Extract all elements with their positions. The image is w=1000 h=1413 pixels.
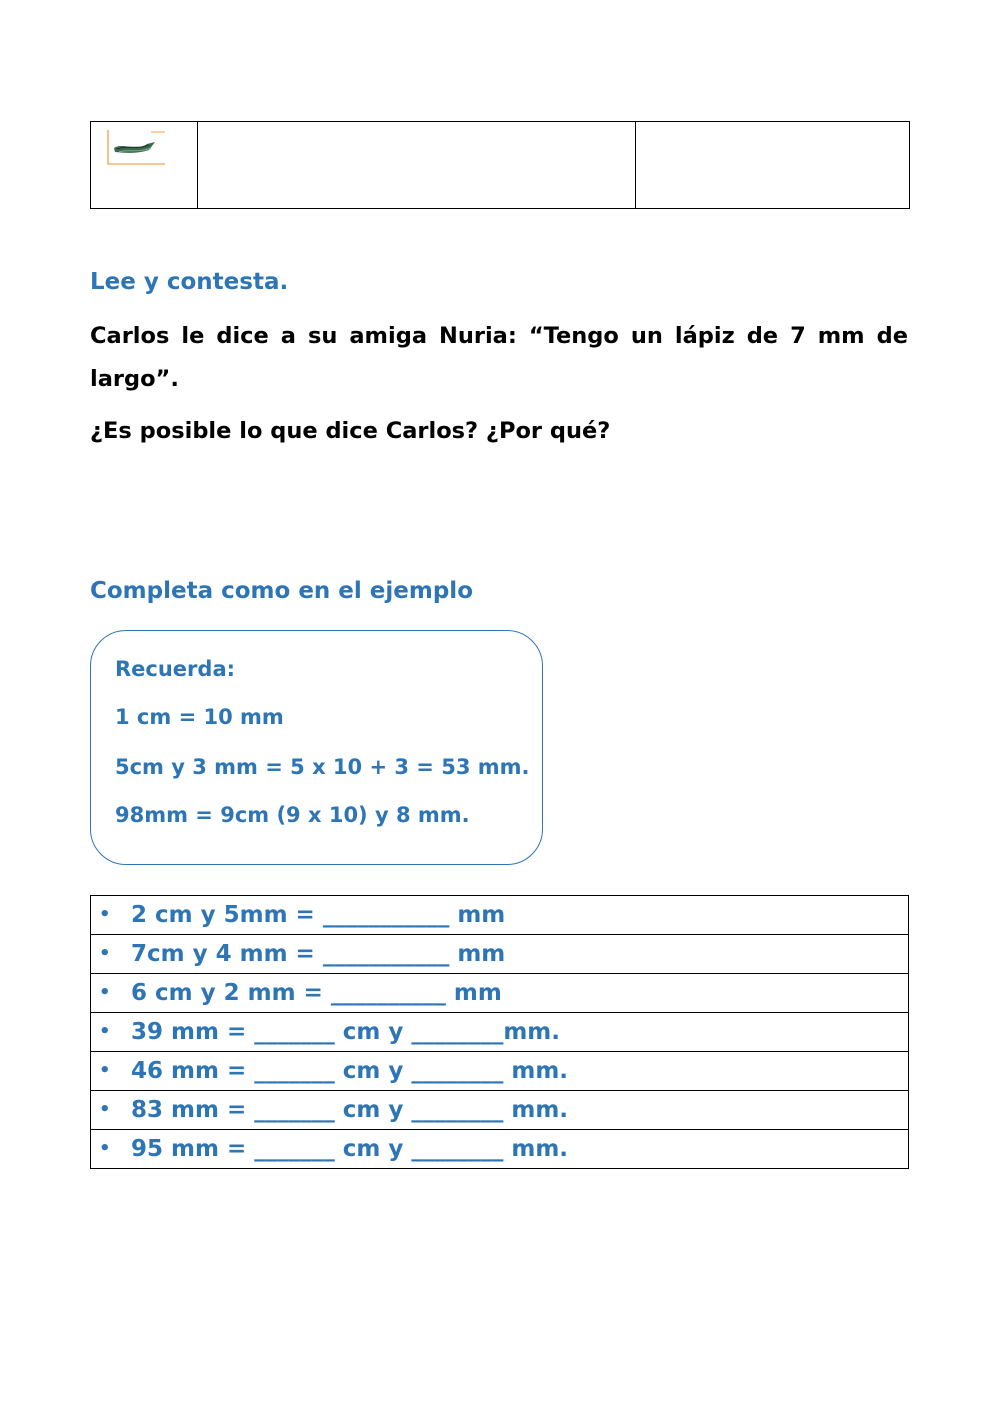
pencil-drawing-icon — [105, 128, 167, 168]
bullet-icon: • — [99, 1021, 111, 1042]
reminder-line: 1 cm = 10 mm — [115, 705, 284, 729]
table-row — [91, 1091, 909, 1130]
exercise-text: 83 mm = _______ cm y ________ mm. — [131, 1097, 569, 1123]
reminder-box — [90, 630, 543, 865]
bullet-icon: • — [99, 1060, 111, 1081]
exercise-cell[interactable] — [91, 896, 909, 935]
exercise-text: 95 mm = _______ cm y ________ mm. — [131, 1136, 569, 1162]
bullet-icon: • — [99, 982, 111, 1003]
top-table-image-cell — [91, 122, 198, 209]
exercise-text: 46 mm = _______ cm y ________ mm. — [131, 1058, 569, 1084]
top-table — [90, 121, 910, 209]
bullet-icon: • — [99, 904, 111, 925]
exercise-table — [90, 895, 909, 1169]
table-row — [91, 1130, 909, 1169]
table-row — [91, 935, 909, 974]
bullet-icon: • — [99, 1138, 111, 1159]
exercise-text: 39 mm = _______ cm y ________mm. — [131, 1019, 561, 1045]
exercise-cell[interactable] — [91, 974, 909, 1013]
table-row — [91, 1052, 909, 1091]
exercise-cell[interactable] — [91, 1130, 909, 1169]
reminder-line: 5cm y 3 mm = 5 x 10 + 3 = 53 mm. — [115, 755, 530, 779]
exercise-text: 7cm y 4 mm = ___________ mm — [131, 941, 506, 967]
table-row — [91, 974, 909, 1013]
table-row — [91, 1013, 909, 1052]
top-table-middle-cell — [198, 122, 636, 209]
section-title-lee: Lee y contesta. — [90, 269, 289, 295]
table-row — [91, 896, 909, 935]
exercise-cell[interactable] — [91, 1013, 909, 1052]
top-table-right-cell — [636, 122, 910, 209]
section-title-completa: Completa como en el ejemplo — [90, 578, 473, 604]
carlos-question: ¿Es posible lo que dice Carlos? ¿Por qué? — [90, 418, 611, 444]
exercise-text: 2 cm y 5mm = ___________ mm — [131, 902, 506, 928]
top-table-row — [91, 122, 910, 209]
reminder-line: 98mm = 9cm (9 x 10) y 8 mm. — [115, 803, 470, 827]
exercise-cell[interactable] — [91, 935, 909, 974]
exercise-cell[interactable] — [91, 1091, 909, 1130]
bullet-icon: • — [99, 1099, 111, 1120]
carlos-paragraph: Carlos le dice a su amiga Nuria: “Tengo un lápiz de 7 mm de largo”. — [90, 323, 908, 392]
exercise-text: 6 cm y 2 mm = __________ mm — [131, 980, 502, 1006]
reminder-heading: Recuerda: — [115, 657, 236, 681]
bullet-icon: • — [99, 943, 111, 964]
exercise-cell[interactable] — [91, 1052, 909, 1091]
